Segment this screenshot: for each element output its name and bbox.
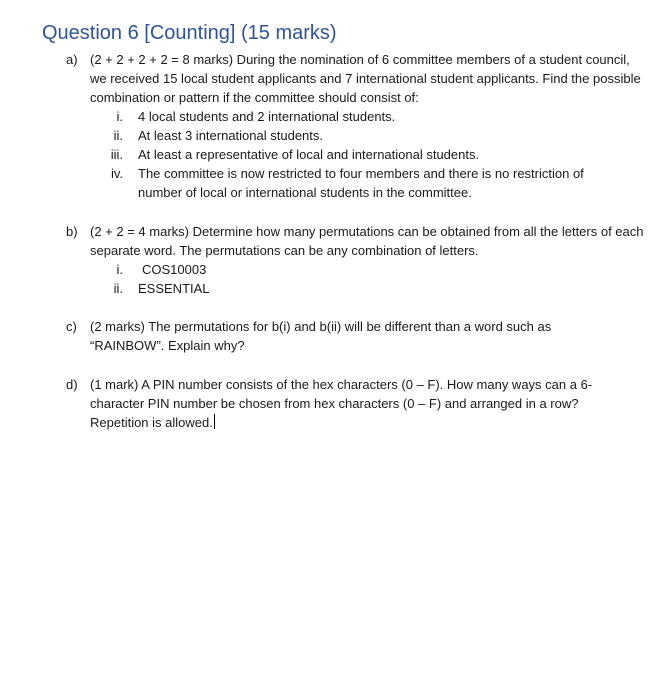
item-number: i. <box>116 109 123 124</box>
part-d-text[interactable]: (1 mark) A PIN number consists of the hex characters (0 – F). How many ways can a 6-character PIN number be chosen from hex characters (0 – F) and arranged in a row? Repetition is allowed. <box>90 377 593 430</box>
item-number: i. <box>116 262 123 277</box>
question-part-d <box>66 375 646 432</box>
item-text: COS10003 <box>142 262 207 277</box>
item-text: At least 3 international students. <box>138 128 324 143</box>
item-number: iv. <box>110 166 123 181</box>
question-part-a <box>66 50 646 202</box>
part-a-item-2 <box>90 126 646 145</box>
item-number: ii. <box>113 128 123 143</box>
part-a-item-4 <box>90 164 646 202</box>
part-c-text: (2 marks) The permutations for b(i) and b(ii) will be different than a word such as “RAINBOW”. Explain why? <box>90 319 552 353</box>
part-a-letter: a) <box>66 52 78 67</box>
item-number: iii. <box>110 147 123 162</box>
part-b-letter: b) <box>66 224 78 239</box>
item-text: ESSENTIAL <box>138 281 210 296</box>
item-text: At least a representative of local and international students. <box>138 147 480 162</box>
text-cursor <box>214 414 215 429</box>
part-a-item-1 <box>90 107 646 126</box>
question-part-b <box>66 222 646 298</box>
part-a-text: (2 + 2 + 2 + 2 = 8 marks) During the nomination of 6 committee members of a student council, we received 15 local student applicants and 7 international student applicants. Find the possible combination or pattern if the committee should consist of: <box>90 52 641 105</box>
part-b-item-1 <box>90 260 646 279</box>
question-part-c <box>66 317 646 355</box>
item-text: The committee is now restricted to four members and there is no restriction of number of local or international students in the committee. <box>138 166 584 200</box>
part-b-text: (2 + 2 = 4 marks) Determine how many permutations can be obtained from all the letters of each separate word. The permutations can be any combination of letters. <box>90 224 644 258</box>
part-d-letter: d) <box>66 377 78 392</box>
item-number: ii. <box>113 281 123 296</box>
part-a-item-3 <box>90 145 646 164</box>
part-b-item-2 <box>90 279 646 298</box>
item-text: 4 local students and 2 international students. <box>138 109 396 124</box>
part-c-letter: c) <box>66 319 77 334</box>
question-heading: Question 6 [Counting] (15 marks) <box>42 22 337 44</box>
